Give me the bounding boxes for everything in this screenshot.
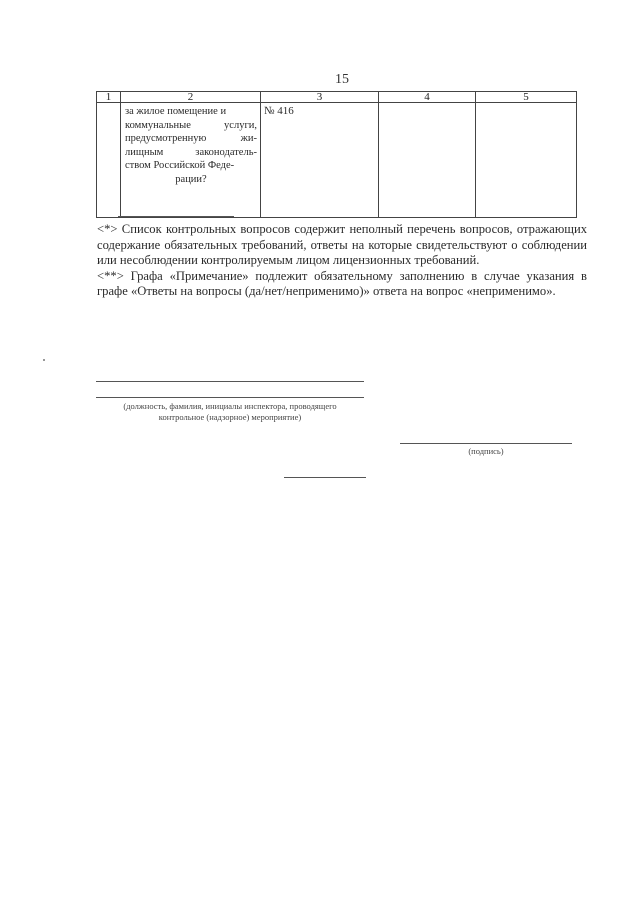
margin-mark (43, 359, 45, 361)
inspector-name-line (96, 381, 364, 382)
question-line: ством Российской Феде- (125, 160, 235, 171)
table-header-row (97, 92, 577, 103)
cell-number (97, 103, 121, 218)
cell-question (121, 103, 261, 218)
end-divider (284, 477, 366, 478)
signature-caption: (подпись) (468, 446, 504, 456)
footnotes (97, 222, 587, 300)
inspector-caption-line: контрольное (надзорное) мероприятие) (158, 412, 302, 422)
footnote-divider (118, 216, 234, 217)
cell-legal-reference: № 416 (261, 103, 379, 218)
table-row (97, 103, 577, 218)
header-col-4: 4 (379, 92, 476, 103)
header-col-3: 3 (261, 92, 379, 103)
signature-line (400, 443, 572, 444)
question-line: предусмотренную жи- (125, 133, 257, 144)
footnote-2: <**> Графа «Примечание» подлежит обязательному заполнению в случае указания в графе «Ответы на вопросы (да/нет/неприменимо)» ответа на вопрос «неприменимо». (97, 268, 587, 298)
inspector-name-line (96, 397, 364, 398)
table-header (97, 92, 577, 103)
cell-answer (379, 103, 476, 218)
checklist-table (96, 91, 577, 218)
question-line: за жилое помещение и (125, 106, 227, 117)
inspector-caption (96, 401, 364, 423)
question-line: рации? (175, 173, 207, 185)
question-line: лищным законодатель- (125, 146, 257, 158)
footnote-1: <*> Список контрольных вопросов содержит неполный перечень вопросов, отражающих содержание обязательных требований, ответы на которые свидетельствуют о соблюдении или несоблюдении контролируемым лицом лицензионных требований. (97, 222, 587, 267)
question-line: коммунальные услуги, (125, 119, 257, 131)
header-col-2: 2 (121, 92, 261, 103)
page-number: 15 (335, 72, 349, 87)
header-col-1: 1 (97, 92, 121, 103)
inspector-caption-line: (должность, фамилия, инициалы инспектора, проводящего (123, 401, 337, 411)
header-col-5: 5 (476, 92, 577, 103)
cell-note (476, 103, 577, 218)
